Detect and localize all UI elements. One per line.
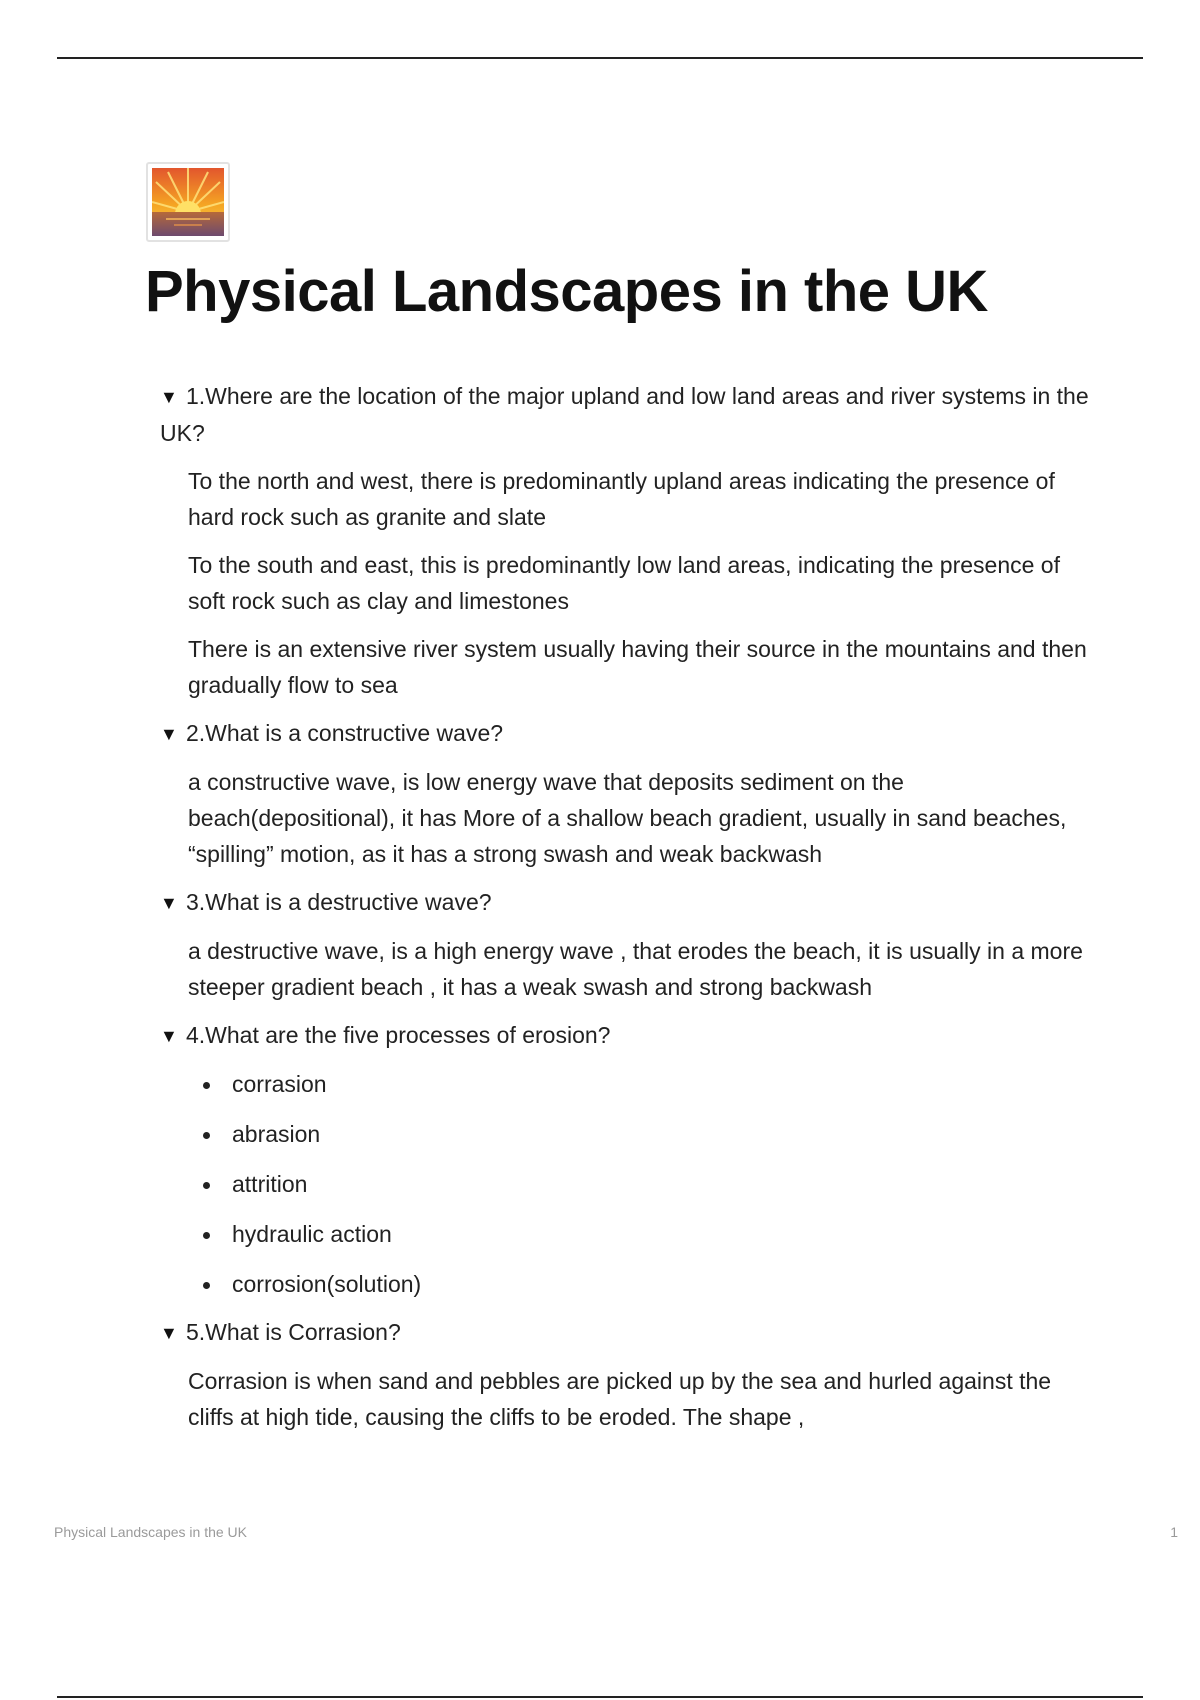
toggle-caret-icon[interactable]: ▼	[160, 724, 178, 744]
sunrise-icon	[146, 162, 230, 242]
toggle-question[interactable]: 4.What are the five processes of erosion?	[186, 1022, 611, 1048]
toggle-caret-icon[interactable]: ▼	[160, 893, 178, 913]
toggle-question[interactable]: 2.What is a constructive wave?	[186, 720, 504, 746]
toggle-question[interactable]: 5.What is Corrasion?	[186, 1319, 401, 1345]
bottom-rule	[57, 1696, 1143, 1698]
list-item	[188, 1266, 1100, 1302]
toggle-section-4	[160, 1017, 1100, 1302]
toggle-section-3	[160, 884, 1100, 1005]
toggle-question[interactable]: 3.What is a destructive wave?	[186, 889, 492, 915]
erosion-process-list	[188, 1066, 1100, 1302]
bullet-icon	[203, 1082, 210, 1089]
toggle-caret-icon[interactable]: ▼	[160, 1026, 178, 1046]
bullet-icon	[203, 1232, 210, 1239]
toggle-question[interactable]: 1.Where are the location of the major upland and low land areas and river systems in the UK?	[160, 383, 1089, 446]
top-rule	[57, 57, 1143, 59]
list-item-text: hydraulic action	[232, 1221, 392, 1247]
list-item-text: corrasion	[232, 1071, 327, 1097]
toggle-caret-icon[interactable]: ▼	[160, 387, 178, 407]
list-item-text: abrasion	[232, 1121, 321, 1147]
page-title: Physical Landscapes in the UK	[145, 259, 988, 324]
list-item	[188, 1066, 1100, 1102]
footer-title: Physical Landscapes in the UK	[54, 1524, 247, 1540]
answer-text: Corrasion is when sand and pebbles are picked up by the sea and hurled against the cliffs at high tide, causing the cliffs to be eroded. The shape ,	[188, 1368, 1052, 1430]
answer-text: To the north and west, there is predominantly upland areas indicating the presence of hard rock such as granite and slate	[188, 468, 1055, 530]
list-item	[188, 1216, 1100, 1252]
answer-text: a destructive wave, is a high energy wave , that erodes the beach, it is usually in a more steeper gradient beach , it has a weak swash and strong backwash	[188, 938, 1083, 1000]
toggle-section-2	[160, 715, 1100, 872]
toggle-caret-icon[interactable]: ▼	[160, 1323, 178, 1343]
answer-text: a constructive wave, is low energy wave that deposits sediment on the beach(depositional), it has More of a shallow beach gradient, usually in sand beaches, “spilling” motion, as it has a strong swash and weak backwash	[188, 769, 1067, 867]
toggle-section-5	[160, 1314, 1100, 1435]
list-item-text: attrition	[232, 1171, 308, 1197]
answer-text: To the south and east, this is predominantly low land areas, indicating the presence of soft rock such as clay and limestones	[188, 552, 1060, 614]
list-item	[188, 1166, 1100, 1202]
content	[160, 378, 1100, 1435]
bullet-icon	[203, 1132, 210, 1139]
toggle-section-1	[160, 378, 1100, 703]
answer-text: There is an extensive river system usually having their source in the mountains and then gradually flow to sea	[188, 636, 1087, 698]
list-item	[188, 1116, 1100, 1152]
list-item-text: corrosion(solution)	[232, 1271, 422, 1297]
footer-page-number: 1	[1170, 1524, 1178, 1540]
bullet-icon	[203, 1182, 210, 1189]
bullet-icon	[203, 1282, 210, 1289]
